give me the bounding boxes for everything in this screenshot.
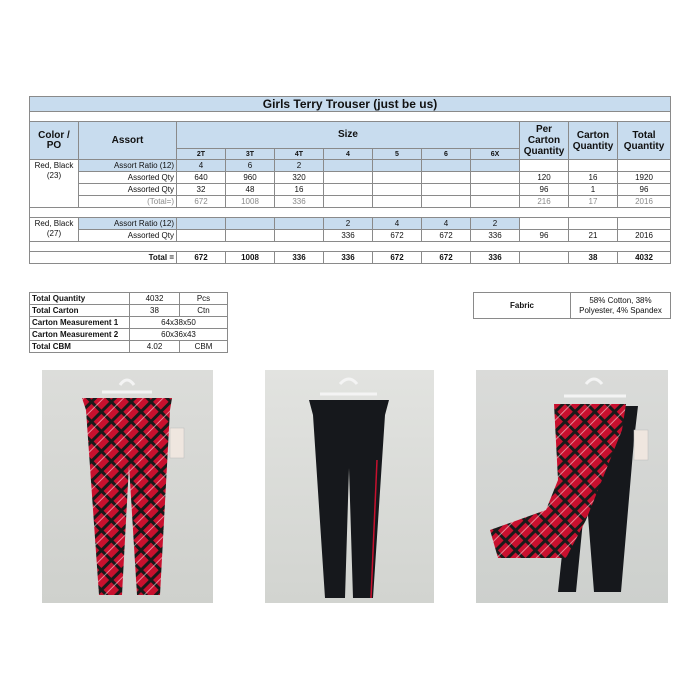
- size-header-cell: 5: [373, 149, 422, 160]
- size-header-cell: 6: [422, 149, 471, 160]
- carton-qty-header: Carton Quantity: [569, 122, 618, 160]
- summary-unit: Ctn: [180, 305, 228, 317]
- summary-label: Total Carton: [30, 305, 130, 317]
- size-qty-cell: 960: [226, 172, 275, 184]
- size-header-cell: 3T: [226, 149, 275, 160]
- size-qty-cell: 1008: [226, 196, 275, 208]
- total-qty-cell: [618, 160, 671, 172]
- summary-row: [30, 329, 228, 341]
- grand-total-size-cell: 336: [471, 252, 520, 264]
- table-row: [30, 172, 671, 184]
- size-qty-cell: [373, 196, 422, 208]
- size-qty-cell: 4: [177, 160, 226, 172]
- grand-total-row: [30, 252, 671, 264]
- color-po-header: Color / PO: [30, 122, 79, 160]
- color-po-cell: Red, Black (23): [30, 160, 79, 208]
- summary-unit: CBM: [180, 341, 228, 353]
- table-row: [30, 218, 671, 230]
- per-carton-cell: 120: [520, 172, 569, 184]
- size-qty-cell: [324, 172, 373, 184]
- size-qty-cell: [471, 184, 520, 196]
- grand-total-cartons: 38: [569, 252, 618, 264]
- size-qty-cell: 672: [422, 230, 471, 242]
- black-trouser-photo: [265, 370, 434, 603]
- size-qty-cell: 336: [471, 230, 520, 242]
- assort-header: Assort: [79, 122, 177, 160]
- summary-value: 38: [130, 305, 180, 317]
- size-qty-cell: [471, 160, 520, 172]
- size-qty-cell: [324, 196, 373, 208]
- size-qty-cell: [471, 172, 520, 184]
- size-qty-cell: [422, 160, 471, 172]
- red-plaid-trouser-photo: [42, 370, 213, 603]
- size-qty-cell: 320: [275, 172, 324, 184]
- summary-value: 4.02: [130, 341, 180, 353]
- spacer-row: [30, 112, 671, 122]
- summary-table: [29, 292, 228, 353]
- size-qty-cell: 640: [177, 172, 226, 184]
- assort-label-cell: Assort Ratio (12): [79, 160, 177, 172]
- summary-row: [30, 305, 228, 317]
- total-qty-header: Total Quantity: [618, 122, 671, 160]
- grand-total-label: Total =: [30, 252, 177, 264]
- per-carton-header: Per Carton Quantity: [520, 122, 569, 160]
- size-qty-cell: [373, 160, 422, 172]
- per-carton-cell: 96: [520, 184, 569, 196]
- size-qty-cell: [422, 196, 471, 208]
- color-po-cell: Red, Black (27): [30, 218, 79, 242]
- size-qty-cell: 4: [422, 218, 471, 230]
- size-qty-cell: [373, 172, 422, 184]
- size-qty-cell: [324, 184, 373, 196]
- size-qty-cell: 672: [373, 230, 422, 242]
- summary-label: Total CBM: [30, 341, 130, 353]
- summary-value: 64x38x50: [130, 317, 228, 329]
- grand-total-size-cell: 336: [324, 252, 373, 264]
- spacer-row: [30, 242, 671, 252]
- per-carton-cell: [520, 218, 569, 230]
- total-qty-cell: 2016: [618, 230, 671, 242]
- size-qty-cell: [422, 172, 471, 184]
- carton-qty-cell: 21: [569, 230, 618, 242]
- total-qty-cell: [618, 218, 671, 230]
- assort-label-cell: (Total=): [79, 196, 177, 208]
- size-qty-cell: 336: [324, 230, 373, 242]
- size-qty-cell: [422, 184, 471, 196]
- fabric-table: [473, 292, 671, 319]
- size-qty-cell: [471, 196, 520, 208]
- summary-unit: Pcs: [180, 293, 228, 305]
- size-qty-cell: 16: [275, 184, 324, 196]
- grand-total-size-cell: 1008: [226, 252, 275, 264]
- grand-total-size-cell: 672: [177, 252, 226, 264]
- carton-qty-cell: 16: [569, 172, 618, 184]
- size-qty-cell: 48: [226, 184, 275, 196]
- summary-row: [30, 317, 228, 329]
- total-qty-cell: 96: [618, 184, 671, 196]
- size-qty-cell: 2: [471, 218, 520, 230]
- carton-qty-cell: 1: [569, 184, 618, 196]
- carton-qty-cell: 17: [569, 196, 618, 208]
- assort-label-cell: Assorted Qty: [79, 230, 177, 242]
- size-qty-cell: 6: [226, 160, 275, 172]
- per-carton-cell: [520, 160, 569, 172]
- size-header-cell: 4T: [275, 149, 324, 160]
- fabric-label: Fabric: [474, 293, 571, 319]
- grand-total-per-carton: [520, 252, 569, 264]
- size-qty-cell: 2: [275, 160, 324, 172]
- size-header: Size: [177, 122, 520, 149]
- size-qty-cell: [275, 230, 324, 242]
- size-qty-cell: [324, 160, 373, 172]
- total-qty-cell: 2016: [618, 196, 671, 208]
- table-row: [30, 230, 671, 242]
- size-qty-cell: 2: [324, 218, 373, 230]
- grand-total-size-cell: 336: [275, 252, 324, 264]
- summary-row: [30, 293, 228, 305]
- table-row: [30, 196, 671, 208]
- size-qty-cell: [275, 218, 324, 230]
- grand-total-quantity: 4032: [618, 252, 671, 264]
- size-header-cell: 6X: [471, 149, 520, 160]
- carton-qty-cell: [569, 218, 618, 230]
- size-qty-cell: 672: [177, 196, 226, 208]
- size-qty-cell: [226, 218, 275, 230]
- grand-total-size-cell: 672: [373, 252, 422, 264]
- per-carton-cell: 216: [520, 196, 569, 208]
- summary-row: [30, 341, 228, 353]
- spacer-row: [30, 208, 671, 218]
- assort-label-cell: Assorted Qty: [79, 172, 177, 184]
- total-qty-cell: 1920: [618, 172, 671, 184]
- summary-label: Total Quantity: [30, 293, 130, 305]
- carton-qty-cell: [569, 160, 618, 172]
- size-header-cell: 4: [324, 149, 373, 160]
- summary-label: Carton Measurement 1: [30, 317, 130, 329]
- size-qty-cell: [177, 218, 226, 230]
- combined-trouser-photo: [476, 370, 668, 603]
- summary-value: 60x36x43: [130, 329, 228, 341]
- per-carton-cell: 96: [520, 230, 569, 242]
- table-row: [30, 160, 671, 172]
- size-qty-cell: 336: [275, 196, 324, 208]
- summary-value: 4032: [130, 293, 180, 305]
- assort-label-cell: Assort Ratio (12): [79, 218, 177, 230]
- size-qty-cell: [177, 230, 226, 242]
- packing-table: [29, 96, 671, 264]
- size-header-cell: 2T: [177, 149, 226, 160]
- size-qty-cell: 4: [373, 218, 422, 230]
- size-qty-cell: [373, 184, 422, 196]
- table-row: [30, 184, 671, 196]
- grand-total-size-cell: 672: [422, 252, 471, 264]
- size-qty-cell: [226, 230, 275, 242]
- fabric-value: 58% Cotton, 38% Polyester, 4% Spandex: [571, 293, 671, 319]
- assort-label-cell: Assorted Qty: [79, 184, 177, 196]
- size-qty-cell: 32: [177, 184, 226, 196]
- summary-label: Carton Measurement 2: [30, 329, 130, 341]
- table-title: Girls Terry Trouser (just be us): [30, 97, 671, 112]
